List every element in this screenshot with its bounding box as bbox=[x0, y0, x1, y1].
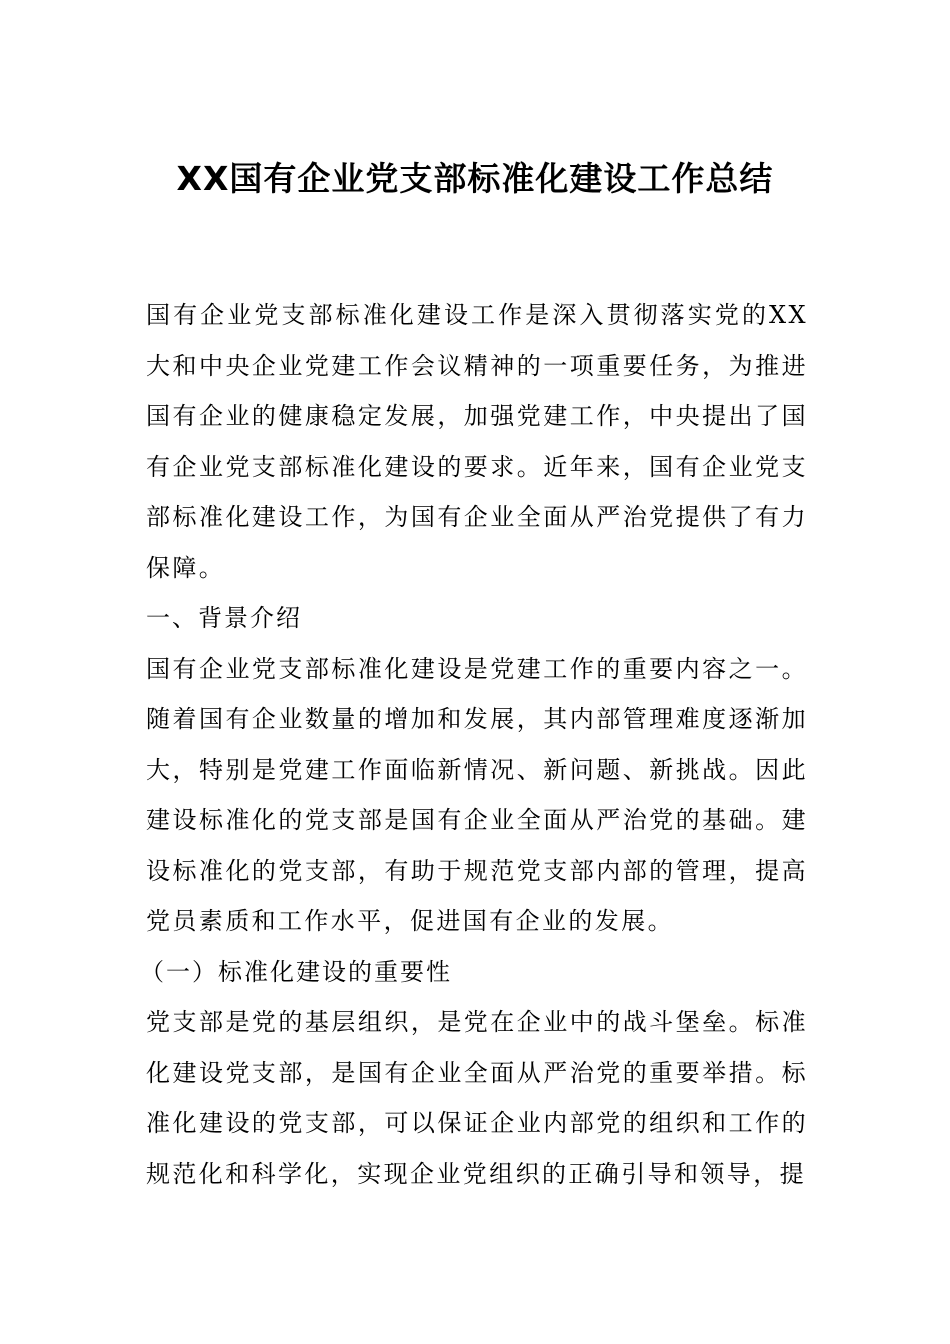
paragraph-background: 国有企业党支部标准化建设是党建工作的重要内容之一。随着国有企业数量的增加和发展，其内部管理难度逐渐加大，特别是党建工作面临新情况、新问题、新挑战。因此建设标准化的党支部是国有企业全面从严治党的基础。建设标准化的党支部，有助于规范党支部内部的管理，提高党员素质和工作水平，促进国有企业的发展。 bbox=[146, 654, 808, 935]
section-heading-background: 一、背景介绍 bbox=[146, 604, 302, 632]
subsection-heading-importance: （一）标准化建设的重要性 bbox=[140, 957, 452, 986]
paragraph-intro: 国有企业党支部标准化建设工作是深入贯彻落实党的XX大和中央企业党建工作会议精神的一项重要任务，为推进国有企业的健康稳定发展，加强党建工作，中央提出了国有企业党支部标准化建设的要求。近年来，国有企业党支部标准化建设工作，为国有企业全面从严治党提供了有力保障。 bbox=[146, 301, 808, 582]
document-title: XX国有企业党支部标准化建设工作总结 bbox=[176, 159, 774, 198]
document-body bbox=[140, 290, 808, 1199]
paragraph-importance: 党支部是党的基层组织，是党在企业中的战斗堡垒。标准化建设党支部，是国有企业全面从严治党的重要举措。标准化建设的党支部，可以保证企业内部党的组织和工作的规范化和科学化，实现企业党组织的正确引导和领导，提 bbox=[146, 1008, 808, 1188]
